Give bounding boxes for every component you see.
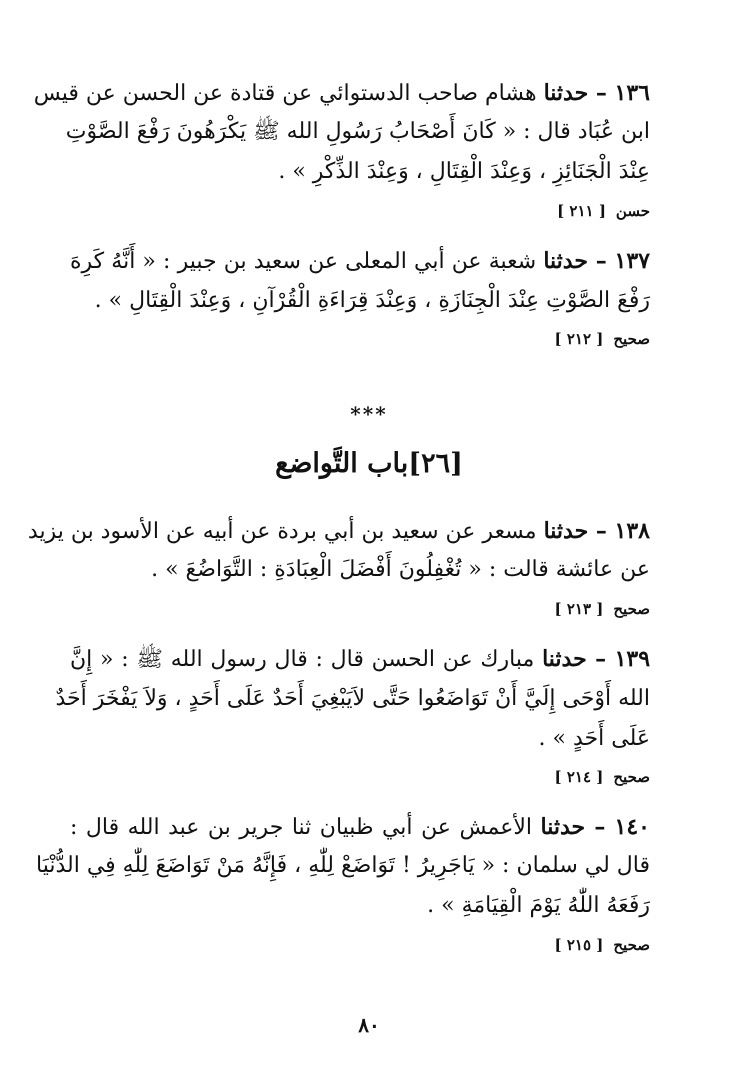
hadith-137-grade (555, 328, 650, 350)
hadith-text: شعبة عن أبي المعلى عن سعيد بن جبير : « أَنَّهُ كَرِهَ (70, 249, 544, 274)
hadith-text: مبارك عن الحسن قال : قال رسول الله ﷺ : « إِنَّ (70, 647, 543, 672)
hadith-number: ١٣٧ (614, 248, 650, 274)
grade-ref: [ ٢١٢ ] (554, 330, 604, 348)
hadith-text: الأعمش عن أبي ظبيان ثنا جرير بن عبد الله قال : (70, 815, 541, 840)
hadith-137-line-2: رَفْعَ الصَّوْتِ عِنْدَ الْجِنَازَةِ ، وَعِنْدَ قِرَاءَةِ الْقُرْآنِ ، وَعِنْدَ الْقِتَالِ » . (94, 288, 650, 313)
hadith-139-grade (555, 766, 650, 788)
hadith-140-line-2: قال لي سلمان : « يَاجَرِيرُ ! تَوَاضَعْ لِلّٰهِ ، فَإِنَّهُ مَنْ تَوَاضَعَ لِلّٰهِ فِي الدُّنْيَا (36, 853, 650, 878)
hadith-140-grade (555, 934, 650, 956)
hadith-opener: حدثنا (543, 80, 589, 106)
hadith-opener: حدثنا (542, 646, 587, 672)
grade-label: صحيح (613, 768, 650, 786)
hadith-136-line-1 (33, 76, 650, 111)
hadith-opener: حدثنا (543, 518, 589, 544)
grade-ref: [ ٢١٥ ] (554, 936, 604, 954)
chapter-title: [٢٦]باب التَّواضع (275, 448, 463, 479)
hadith-139-line-1 (70, 642, 650, 677)
hadith-dash: – (587, 248, 615, 274)
hadith-136-line-3: عِنْدَ الْجَنَائِزِ ، وَعِنْدَ الْقِتَالِ ، وَعِنْدَ الذِّكْرِ » . (278, 159, 650, 184)
hadith-139-line-3: عَلَى أَحَدٍ » . (538, 726, 650, 751)
grade-label: حسن (615, 202, 650, 220)
grade-ref: [ ٢١٣ ] (554, 600, 604, 618)
hadith-dash: – (586, 646, 615, 672)
grade-label: صحيح (613, 330, 650, 348)
hadith-opener: حدثنا (540, 814, 586, 840)
grade-label: صحيح (613, 936, 650, 954)
hadith-opener: حدثنا (543, 248, 588, 274)
hadith-136-grade (557, 200, 650, 222)
hadith-number: ١٣٨ (614, 518, 650, 544)
hadith-number: ١٣٩ (614, 646, 651, 672)
hadith-dash: – (588, 80, 615, 106)
grade-ref: [ ٢١١ ] (557, 202, 606, 220)
page-number: ٨٠ (358, 1013, 380, 1037)
hadith-138-line-2: عن عائشة قالت : « تُغْفِلُونَ أَفْضَلَ الْعِبَادَةِ : التَّوَاضُعَ » . (151, 557, 650, 582)
hadith-text: هشام صاحب الدستوائي عن قتادة عن الحسن عن قيس (33, 81, 544, 106)
grade-label: صحيح (613, 600, 650, 618)
hadith-number: ١٤٠ (614, 814, 650, 840)
hadith-dash: – (588, 518, 615, 544)
hadith-140-line-1 (70, 810, 650, 845)
hadith-137-line-1 (70, 244, 650, 279)
hadith-140-line-3: رَفَعَهُ اللّٰهُ يَوْمَ الْقِيَامَةِ » . (427, 893, 650, 918)
hadith-text: مسعر عن سعيد بن أبي بردة عن أبيه عن الأسود بن يزيد (27, 519, 544, 544)
hadith-138-line-1 (27, 514, 650, 549)
grade-ref: [ ٢١٤ ] (554, 768, 604, 786)
hadith-136-line-2: ابن عُبَاد قال : « كَانَ أَصْحَابُ رَسُولِ الله ﷺ يَكْرَهُونَ رَفْعَ الصَّوْتِ (65, 119, 650, 144)
hadith-number: ١٣٦ (614, 80, 650, 106)
section-separator: *** (350, 402, 388, 426)
hadith-dash: – (585, 814, 615, 840)
hadith-138-grade (555, 598, 650, 620)
hadith-139-line-2: الله أَوْحَى إِلَيَّ أَنْ تَوَاضَعُوا حَتَّى لاَيَبْغِيَ أَحَدٌ عَلَى أَحَدٍ ، وَلاَ يَفْخَرَ أَحَدٌ (55, 686, 650, 711)
